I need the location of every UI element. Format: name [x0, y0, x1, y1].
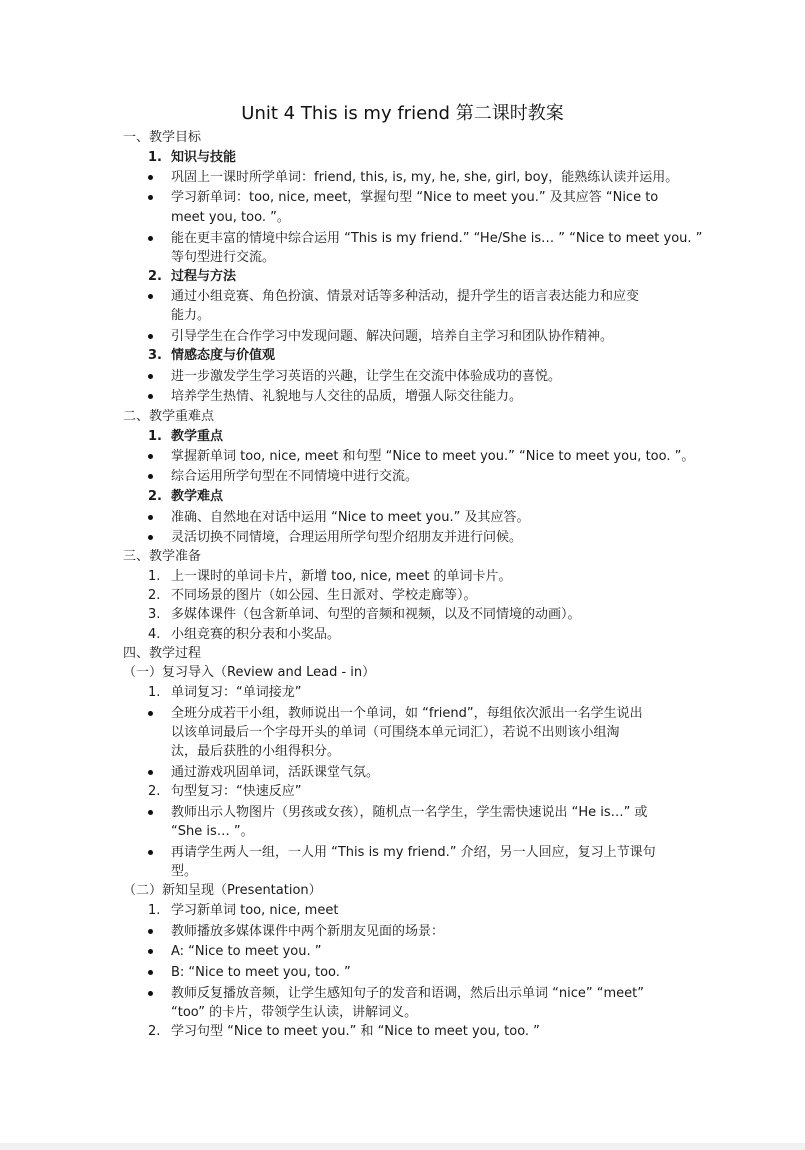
- bullet-item: 灵活切换不同情境，合理运用所学句型介绍朋友并进行问候。: [171, 530, 523, 545]
- bullet-dot: [148, 294, 153, 299]
- bullet-dot: [148, 929, 153, 934]
- subheading-number: 1.: [148, 429, 162, 444]
- list-number: 1.: [148, 903, 161, 918]
- bullet-item: 能在更丰富的情境中综合运用 “This is my friend.” “He/She is… ” “Nice to meet you. ”: [171, 231, 703, 246]
- bullet-dot: [148, 474, 153, 479]
- section-heading-objectives: 一、教学目标: [123, 130, 202, 145]
- list-item: 句型复习：“快速反应”: [171, 784, 302, 799]
- bullet-dot: [148, 195, 153, 200]
- list-number: 1.: [148, 569, 161, 584]
- list-number: 2.: [148, 1024, 161, 1039]
- bullet-item-continued: meet you, too. ”。: [171, 210, 290, 225]
- subheading-difficulties: 教学难点: [171, 489, 224, 504]
- part-heading-presentation: （二）新知呈现（Presentation）: [123, 883, 322, 898]
- bullet-dot: [148, 454, 153, 459]
- bullet-dot: [148, 175, 153, 180]
- bullet-item: 教师出示人物图片（男孩或女孩），随机点一名学生，学生需快速说出 “He is…” 或: [171, 805, 648, 820]
- subheading-number: 3.: [148, 348, 162, 363]
- bullet-item: 培养学生热情、礼貌地与人交往的品质，增强人际交往能力。: [171, 389, 523, 404]
- bullet-item: 通过游戏巩固单词，活跃课堂气氛。: [171, 765, 380, 780]
- bullet-item-continued: 等句型进行交流。: [171, 250, 276, 265]
- part-heading-review: （一）复习导入（Review and Lead - in）: [123, 665, 376, 680]
- bullet-dot: [148, 711, 153, 716]
- subheading-attitudes-values: 情感态度与价值观: [171, 348, 276, 363]
- bullet-dot: [148, 810, 153, 815]
- bullet-item: 学习新单词：too, nice, meet，掌握句型 “Nice to meet you.” 及其应答 “Nice to: [171, 190, 659, 205]
- bullet-dot: [148, 374, 153, 379]
- bullet-dot: [148, 949, 153, 954]
- bullet-item-continued: 以该单词最后一个字母开头的单词（可围绕本单元词汇），若说不出则该小组淘: [171, 725, 620, 740]
- bullet-item: 综合运用所学句型在不同情境中进行交流。: [171, 469, 419, 484]
- bullet-dot: [148, 515, 153, 520]
- list-number: 2.: [148, 588, 161, 603]
- subheading-knowledge-skills: 知识与技能: [171, 150, 237, 165]
- document-title: Unit 4 This is my friend 第二课时教案: [241, 103, 564, 124]
- bullet-item-continued: 汰，最后获胜的小组得积分。: [171, 744, 341, 759]
- bullet-dot: [148, 394, 153, 399]
- list-item: 多媒体课件（包含新单词、句型的音频和视频，以及不同情境的动画）。: [171, 607, 581, 622]
- bullet-item: B: “Nice to meet you, too. ”: [171, 965, 351, 980]
- bullet-item: 教师播放多媒体课件中两个新朋友见面的场景：: [171, 924, 445, 939]
- bullet-item: 巩固上一课时所学单词：friend, this, is, my, he, she, girl, boy，能熟练认读并运用。: [171, 170, 679, 185]
- bullet-item-continued: “too” 的卡片，带领学生认读，讲解词义。: [171, 1005, 418, 1020]
- subheading-number: 2.: [148, 489, 162, 504]
- bullet-item: 教师反复播放音频，让学生感知句子的发音和语调，然后出示单词 “nice” “meet”: [171, 986, 644, 1001]
- bullet-item: 准确、自然地在对话中运用 “Nice to meet you.” 及其应答。: [171, 510, 530, 525]
- bullet-item: 掌握新单词 too, nice, meet 和句型 “Nice to meet you.” “Nice to meet you, too. ”。: [171, 449, 695, 464]
- bullet-dot: [148, 850, 153, 855]
- list-number: 3.: [148, 607, 161, 622]
- bullet-item: A: “Nice to meet you. ”: [171, 944, 322, 959]
- list-number: 1.: [148, 685, 161, 700]
- bullet-dot: [148, 236, 153, 241]
- subheading-number: 1.: [148, 150, 162, 165]
- bullet-item: 进一步激发学生学习英语的兴趣，让学生在交流中体验成功的喜悦。: [171, 369, 562, 384]
- bullet-dot: [148, 970, 153, 975]
- bullet-dot: [148, 535, 153, 540]
- bullet-dot: [148, 770, 153, 775]
- subheading-process-methods: 过程与方法: [171, 269, 237, 284]
- bullet-dot: [148, 334, 153, 339]
- bullet-item: 通过小组竞赛、角色扮演、情景对话等多种活动，提升学生的语言表达能力和应变: [171, 289, 640, 304]
- bullet-item-continued: 型。: [171, 864, 198, 879]
- bullet-dot: [148, 991, 153, 996]
- list-item: 学习句型 “Nice to meet you.” 和 “Nice to meet you, too. ”: [171, 1024, 540, 1039]
- bullet-item-continued: 能力。: [171, 308, 211, 323]
- section-heading-preparation: 三、教学准备: [123, 549, 202, 564]
- section-heading-process: 四、教学过程: [123, 646, 202, 661]
- subheading-key-focus: 教学重点: [171, 429, 224, 444]
- subheading-number: 2.: [148, 269, 162, 284]
- list-item: 学习新单词 too, nice, meet: [171, 903, 339, 918]
- list-number: 2.: [148, 784, 161, 799]
- section-heading-key-points: 二、教学重难点: [123, 409, 215, 424]
- bullet-item-continued: “She is… ”。: [171, 824, 254, 839]
- list-item: 小组竞赛的积分表和小奖品。: [171, 627, 341, 642]
- bullet-item: 全班分成若干小组，教师说出一个单词，如 “friend”，每组依次派出一名学生说出: [171, 706, 643, 721]
- list-number: 4.: [148, 627, 161, 642]
- list-item: 单词复习：“单词接龙”: [171, 685, 302, 700]
- list-item: 不同场景的图片（如公园、生日派对、学校走廊等）。: [171, 588, 477, 603]
- list-item: 上一课时的单词卡片，新增 too, nice, meet 的单词卡片。: [171, 569, 512, 584]
- bullet-item: 引导学生在合作学习中发现问题、解决问题，培养自主学习和团队协作精神。: [171, 329, 614, 344]
- bullet-item: 再请学生两人一组，一人用 “This is my friend.” 介绍，另一人回应，复习上节课句: [171, 845, 656, 860]
